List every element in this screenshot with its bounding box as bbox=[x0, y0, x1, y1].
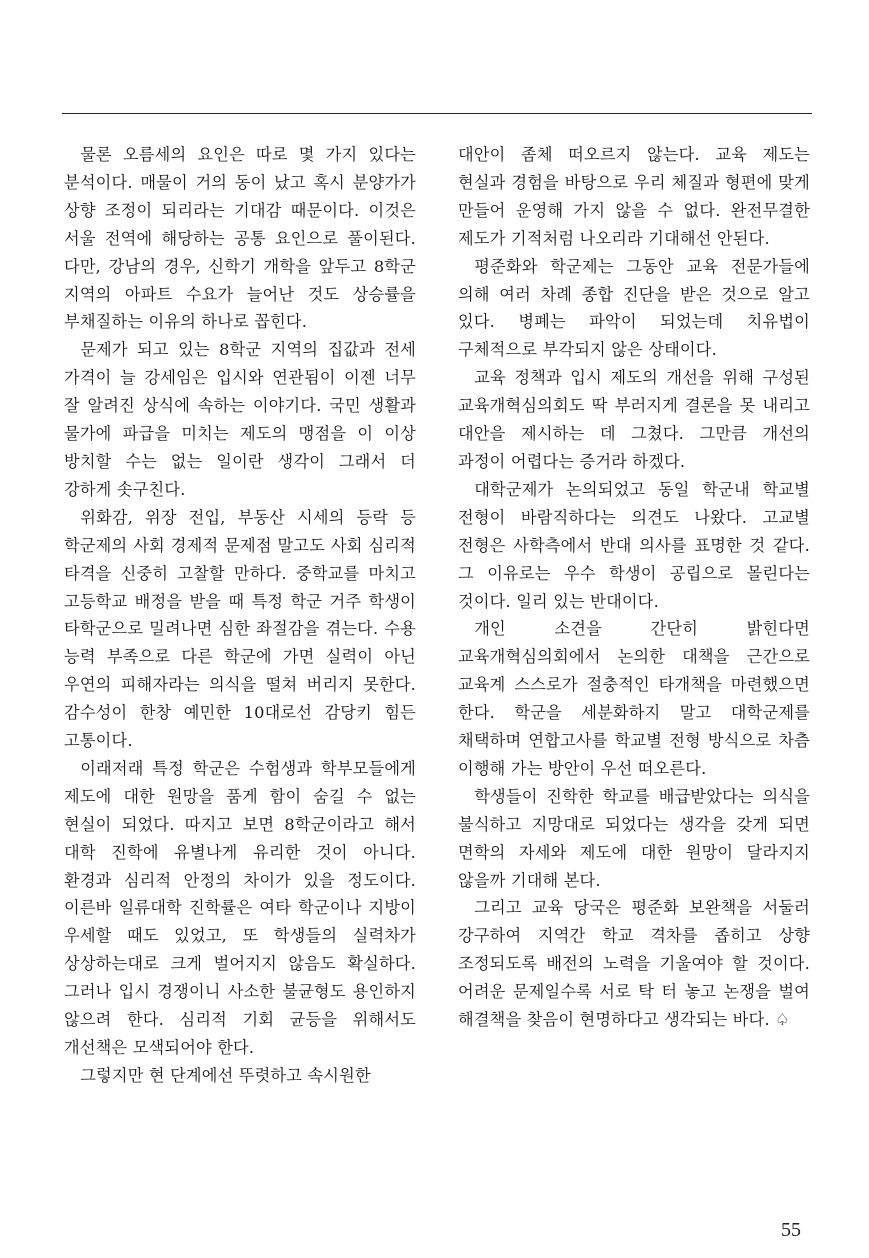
paragraph: 대학군제가 논의되었고 동일 학군내 학교별 전형이 바람직하다는 의견도 나왔다. 고교별 전형은 사학측에서 반대 의사를 표명한 것 같다. 그 이유로는 우수 학생이 공립으로 몰린다는 것이다. 일리 있는 반대이다. bbox=[458, 479, 810, 611]
paragraph: 물론 오름세의 요인은 따로 몇 가지 있다는 분석이다. 매물이 거의 동이 났고 혹시 분양가가 상향 조정이 되리라는 기대감 때문이다. 이것은 서울 전역에 해당하는 공통 요인으로 풀이된다. 다만, 강남의 경우, 신학기 개학을 앞두고 8학군 지역의 아파트 수요가 늘어난 것도 상승률을 부채질하는 이유의 하나로 꼽힌다. bbox=[64, 145, 416, 332]
right-column bbox=[458, 141, 810, 1034]
page-number: 55 bbox=[781, 1219, 801, 1241]
left-column bbox=[64, 141, 416, 1090]
paragraph: 학생들이 진학한 학교를 배급받았다는 의식을 불식하고 지망대로 되었다는 생각을 갖게 되면 면학의 자세와 제도에 대한 원망이 달라지지 않을까 기대해 본다. bbox=[458, 786, 810, 890]
header-rule bbox=[62, 113, 812, 114]
paragraph: 교육 정책과 입시 제도의 개선을 위해 구성된 교육개혁심의회도 딱 부러지게 결론을 못 내리고 대안을 제시하는 데 그쳤다. 그만큼 개선의 과정이 어렵다는 증거라 하겠다. bbox=[458, 368, 810, 471]
paragraph-continued: 대안이 좀체 떠오르지 않는다. 교육 제도는 현실과 경험을 바탕으로 우리 체질과 형편에 맞게 만들어 운영해 가지 않을 수 없다. 완전무결한 제도가 기적처럼 나오리라 기대해선 안된다. bbox=[458, 145, 810, 248]
paragraph: 그리고 교육 당국은 평준화 보완책을 서둘러 강구하여 지역간 학교 격차를 좁히고 상향 조정되도록 배전의 노력을 기울여야 할 것이다. 어려운 문제일수록 서로 탁 터 놓고 논쟁을 벌여 해결책을 찾음이 현명하다고 생각되는 바다. ♤ bbox=[458, 898, 810, 1030]
paragraph: 그렇지만 현 단계에선 뚜렷하고 속시원한 bbox=[80, 1065, 371, 1085]
paragraph: 문제가 되고 있는 8학군 지역의 집값과 전세 가격이 늘 강세임은 입시와 연관됨이 이젠 너무 잘 알려진 상식에 속하는 이야기다. 국민 생활과 물가에 파급을 미치는 제도의 맹점을 이 이상 방치할 수는 없는 일이란 생각이 그래서 더 강하게 솟구친다. bbox=[64, 340, 416, 499]
paragraph: 개인 소견을 간단히 밝힌다면 교육개혁심의회에서 논의한 대책을 근간으로 교육계 스스로가 절충적인 타개책을 마련했으면 한다. 학군을 세분화하지 말고 대학군제를 채택하며 연합고사를 학교별 전형 방식으로 차츰 이행해 가는 방안이 우선 떠오른다. bbox=[458, 619, 810, 778]
paragraph: 위화감, 위장 전입, 부동산 시세의 등락 등 학군제의 사회 경제적 문제점 말고도 사회 심리적 타격을 신중히 고찰할 만하다. 중학교를 마치고 고등학교 배정을 받을 때 특정 학군 거주 학생이 타학군으로 밀려나면 심한 좌절감을 겪는다. 수용 능력 부족으로 다른 학군에 가면 실력이 아닌 우연의 피해자라는 의식을 떨쳐 버리지 못한다. 감수성이 한창 예민한 10대로선 감당키 힘든 고통이다. bbox=[64, 507, 416, 751]
paragraph: 이래저래 특정 학군은 수험생과 학부모들에게 제도에 대한 원망을 품게 함이 숨길 수 없는 현실이 되었다. 따지고 보면 8학군이라고 해서 대학 진학에 유별나게 유리한 것이 아니다. 환경과 심리적 안정의 차이가 있을 정도이다. 이른바 일류대학 진학률은 여타 학군이나 지방이 우세할 때도 있었고, 또 학생들의 실력차가 상상하는대로 크게 벌어지지 않음도 확실하다. 그러나 입시 경쟁이니 사소한 불균형도 용인하지 않으려 한다. 심리적 기회 균등을 위해서도 개선책은 모색되어야 한다. bbox=[64, 758, 416, 1057]
paragraph: 평준화와 학군제는 그동안 교육 전문가들에 의해 여러 차례 종합 진단을 받은 것으로 알고 있다. 병폐는 파악이 되었는데 치유법이 구체적으로 부각되지 않은 상태이다. bbox=[458, 256, 810, 360]
